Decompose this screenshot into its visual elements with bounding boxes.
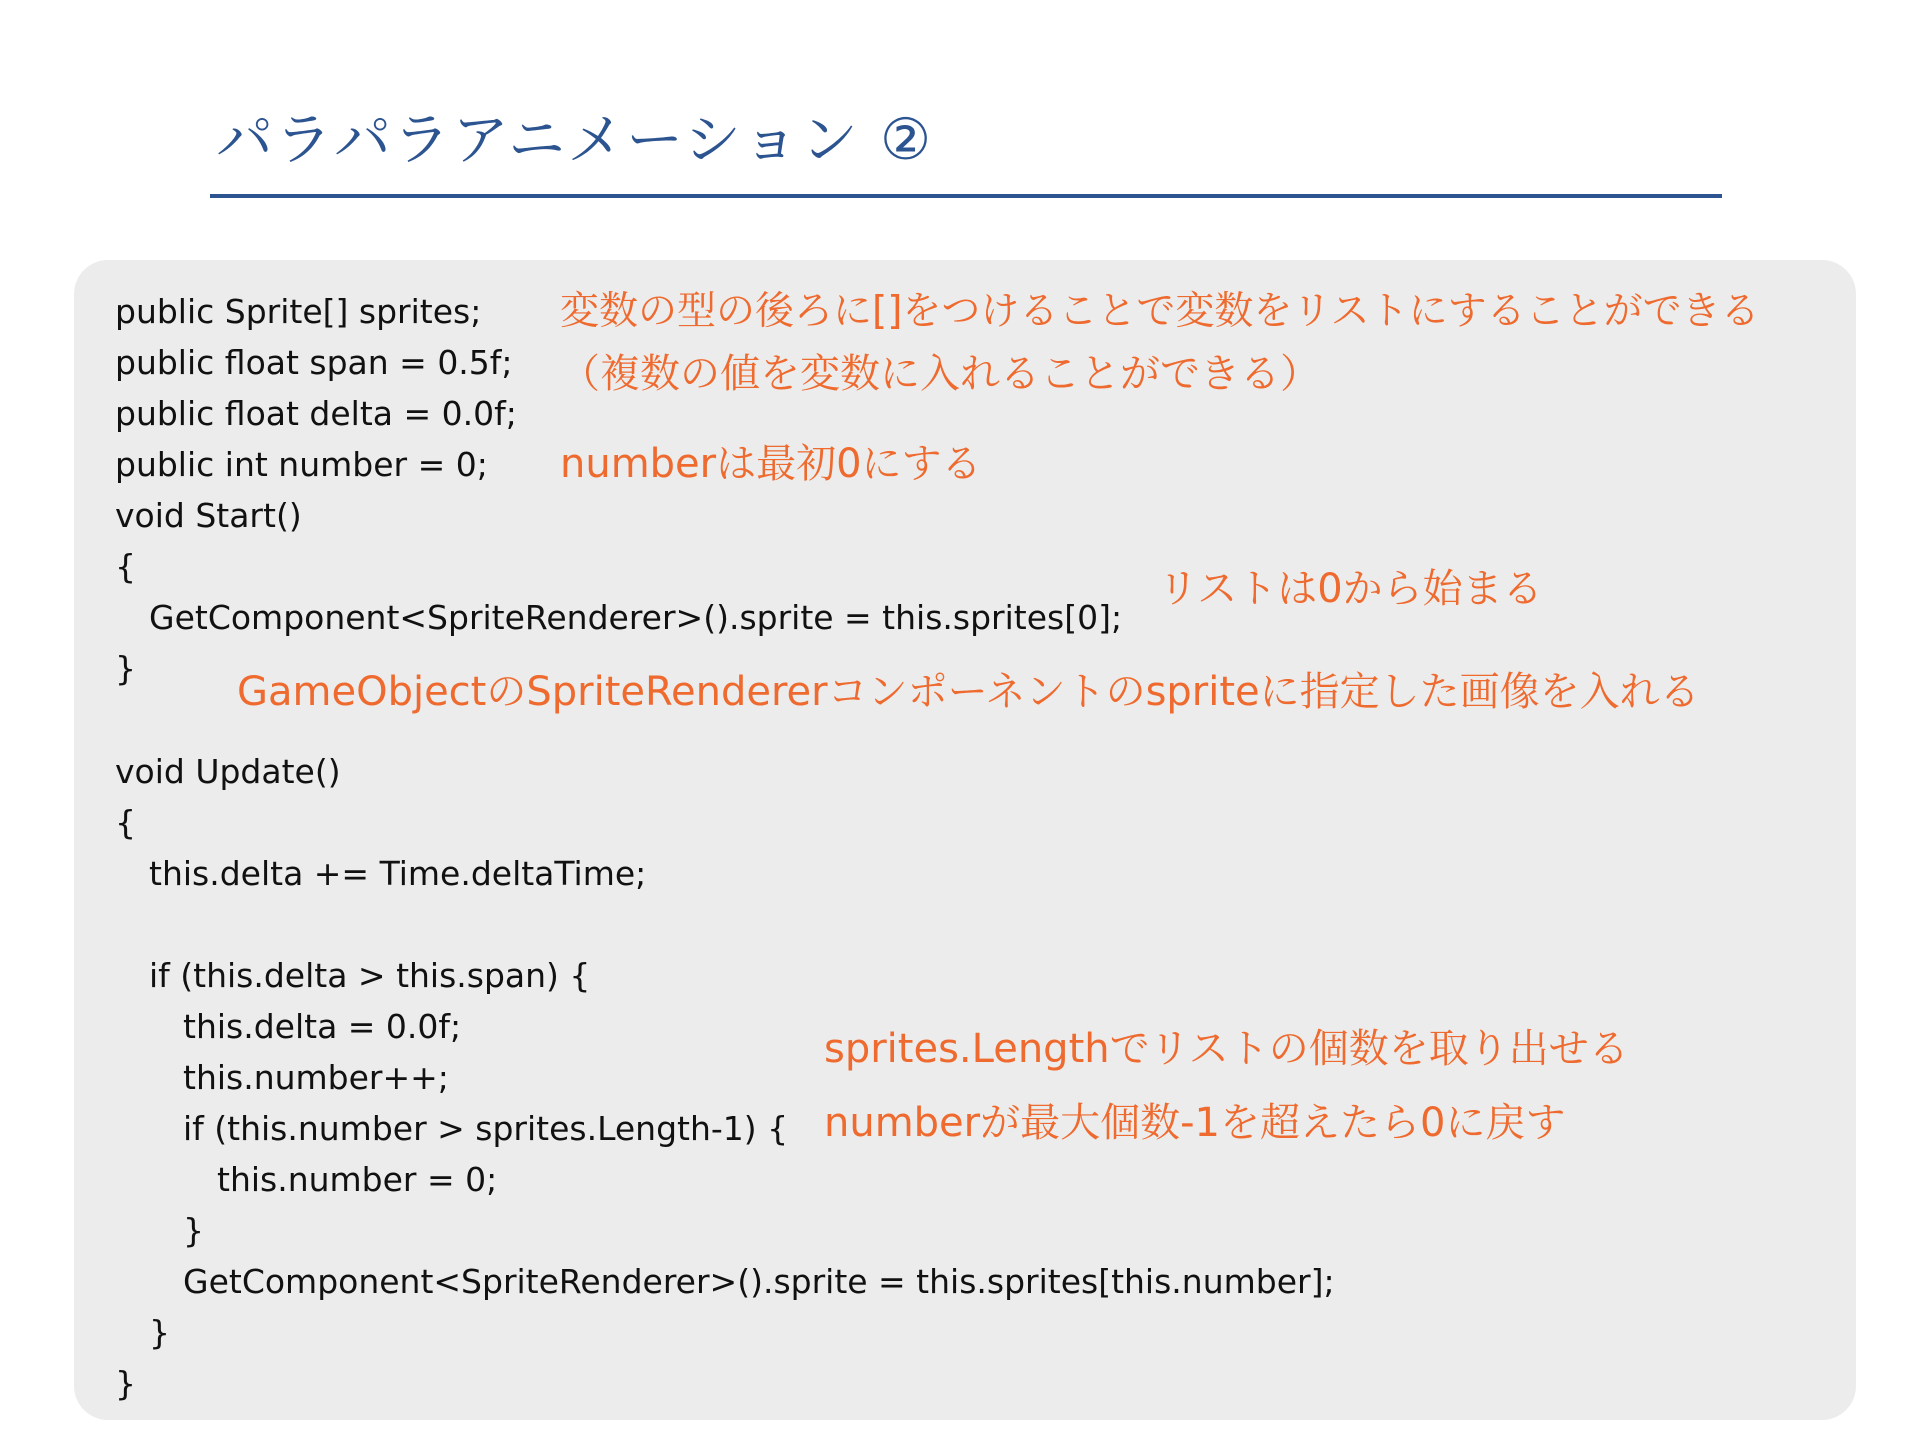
code-line: public float span = 0.5f; (115, 343, 513, 382)
code-line: this.delta += Time.deltaTime; (149, 854, 647, 893)
code-line: this.number++; (183, 1058, 449, 1097)
code-line: GetComponent<SpriteRenderer>().sprite = this.sprites[this.number]; (183, 1262, 1335, 1301)
code-line: public float delta = 0.0f; (115, 394, 517, 433)
annotation-sprite-assign: GameObjectのSpriteRendererコンポーネントのspriteに指定した画像を入れる (237, 669, 1700, 715)
code-line: public int number = 0; (115, 445, 488, 484)
code-line: this.delta = 0.0f; (183, 1007, 462, 1046)
code-line: } (183, 1211, 204, 1250)
code-line: if (this.number > sprites.Length-1) { (183, 1109, 789, 1148)
annotation-list-start: リストは0から始まる (1158, 566, 1543, 612)
annotation-sprites-length: sprites.Lengthでリストの個数を取り出せる (824, 1026, 1629, 1072)
code-line: void Update() (115, 752, 341, 791)
code-line: GetComponent<SpriteRenderer>().sprite = this.sprites[0]; (149, 598, 1123, 637)
annotation-number-reset: numberが最大個数-1を超えたら0に戻す (824, 1100, 1566, 1146)
code-line: this.number = 0; (217, 1160, 498, 1199)
title-underline (210, 194, 1722, 198)
code-line: } (115, 1364, 136, 1403)
code-line: if (this.delta > this.span) { (149, 956, 591, 995)
code-line: } (115, 649, 136, 688)
code-line: { (115, 803, 136, 842)
code-panel (74, 260, 1856, 1420)
annotation-list-type-note: （複数の値を変数に入れることができる） (560, 351, 1320, 397)
code-line: } (149, 1313, 170, 1352)
annotation-number-init: numberは最初0にする (560, 441, 982, 487)
code-line: { (115, 547, 136, 586)
slide-title: パラパラアニメーション ② (216, 107, 934, 173)
annotation-list-type: 変数の型の後ろに[]をつけることで変数をリストにすることができる (560, 289, 1760, 334)
code-line: void Start() (115, 496, 302, 535)
code-line: public Sprite[] sprites; (115, 292, 482, 331)
